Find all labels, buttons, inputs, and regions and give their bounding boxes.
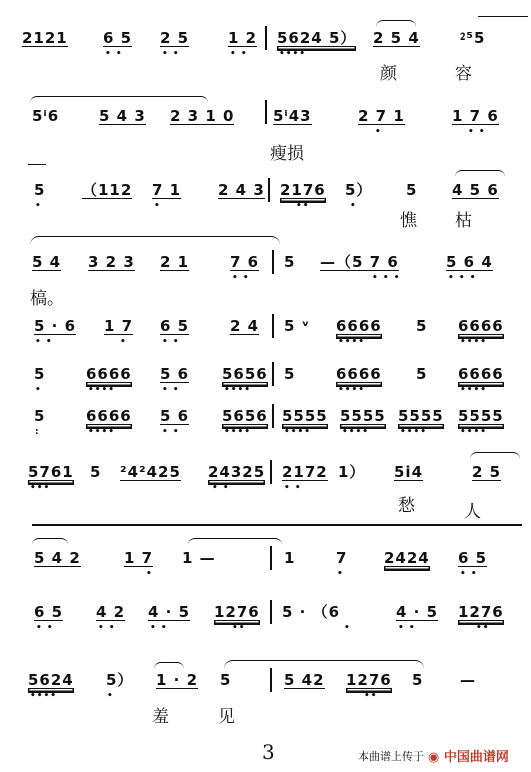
low-octave-dot: •	[146, 569, 153, 579]
note-group: 5）	[106, 671, 134, 689]
note-group: 2 4 3	[218, 181, 265, 199]
note-group: 5 6 4	[446, 253, 493, 271]
barline	[268, 178, 270, 202]
slur	[32, 538, 68, 545]
note-group: 5 4 3	[99, 107, 146, 125]
barline	[272, 314, 274, 338]
low-octave-dot: •	[35, 385, 42, 395]
note-group: 5	[412, 671, 424, 689]
low-octave-dots: • •	[162, 337, 180, 347]
low-octave-dots: ••••	[279, 49, 307, 59]
note-group: 5761	[28, 463, 74, 481]
note-group: 2 5	[160, 29, 190, 47]
low-octave-dots: • • •	[372, 273, 401, 283]
slur	[376, 20, 416, 27]
note-group: 5555	[398, 407, 444, 425]
low-octave-dots: • •	[150, 623, 168, 633]
note-group: ²4²425	[120, 463, 181, 481]
lyric: 颜	[380, 64, 397, 84]
low-octave-dots: • •	[230, 49, 248, 59]
tie	[478, 16, 528, 17]
note-group: —	[460, 671, 476, 689]
low-octave-dot: •	[154, 201, 161, 211]
note-group: 1 7 6	[452, 107, 499, 125]
note-group: 5	[416, 365, 428, 383]
note-group: 5	[220, 671, 232, 689]
low-octave-dots: • •	[232, 273, 250, 283]
low-octave-dots: ••••	[224, 385, 252, 395]
site-logo	[428, 746, 509, 765]
low-octave-dots: ••••	[460, 385, 488, 395]
slur	[470, 452, 520, 459]
barline	[270, 546, 272, 570]
tie	[28, 164, 46, 165]
note-group: 5	[406, 181, 418, 199]
note-group: 5555	[340, 407, 386, 425]
low-octave-dots: ••••	[224, 427, 252, 437]
lyric: 憔	[400, 211, 417, 231]
lyric: 见	[218, 707, 235, 727]
slur	[154, 662, 184, 669]
low-octave-dot: •	[120, 337, 127, 347]
lyric: 枯	[455, 211, 472, 231]
lyric: 瘦损	[270, 144, 304, 164]
low-octave-dots: • •	[162, 385, 180, 395]
low-octave-dots: • •	[460, 569, 478, 579]
note-group: 5 6	[160, 407, 190, 425]
low-octave-dots: ••••	[400, 427, 428, 437]
note-group: 5656	[222, 407, 268, 425]
barline	[270, 668, 272, 692]
barline	[270, 600, 272, 624]
note-group: 5624 5）	[277, 29, 357, 47]
note-group: 5656	[222, 365, 268, 383]
note-group: 2 5 4	[373, 29, 420, 47]
note-group: —（5 7 6	[320, 253, 399, 271]
lyric: 羞	[152, 707, 169, 727]
barline	[270, 460, 272, 484]
low-octave-dots: ••••	[342, 427, 370, 437]
note-group: 5	[34, 365, 46, 383]
low-octave-dot: •	[35, 201, 42, 211]
barline	[272, 250, 274, 274]
note-group: 5 · 6	[34, 317, 77, 335]
note-group: 5）	[345, 181, 373, 199]
low-octave-dots: ••	[232, 623, 246, 633]
note-group: 5 4	[32, 253, 62, 271]
note-group: 5i4	[394, 463, 424, 481]
low-octave-dot: •	[350, 201, 357, 211]
note-group: 1276	[458, 603, 504, 621]
note-group: 2 3 1 0	[170, 107, 235, 125]
low-octave-dots: ••••	[460, 427, 488, 437]
note-group: 1276	[346, 671, 392, 689]
barline	[272, 404, 274, 428]
note-group: 6 5	[34, 603, 64, 621]
low-octave-dots: ••••	[30, 691, 58, 701]
low-octave-dot: •	[107, 691, 114, 701]
low-octave-dots: • •	[162, 49, 180, 59]
lyric: 容	[455, 64, 472, 84]
low-octave-dot: •	[375, 127, 382, 137]
note-group: 6666	[86, 407, 132, 425]
note-group: 1 · 2	[156, 671, 199, 689]
low-octave-dots: • •	[212, 483, 230, 493]
note-group: 1276	[214, 603, 260, 621]
note-group: 5555	[458, 407, 504, 425]
barline	[265, 26, 267, 50]
low-octave-dots: ••••	[460, 337, 488, 347]
low-octave-dots: ••	[476, 623, 490, 633]
page-number: 3	[262, 740, 275, 764]
note-group: （112	[82, 181, 133, 199]
site-name: 中国曲谱网	[443, 750, 509, 765]
lyric: 人	[464, 502, 481, 522]
note-group: 1 —	[182, 549, 216, 567]
note-group: 2172	[282, 463, 328, 481]
note-group: 4 5 6	[452, 181, 499, 199]
low-octave-dots: ••••	[338, 337, 366, 347]
slur	[188, 538, 282, 545]
low-octave-dots: • • •	[448, 273, 477, 283]
note-group: 5624	[28, 671, 74, 689]
note-group: 6 5	[160, 317, 190, 335]
note-group: 5	[284, 365, 296, 383]
note-group: 5555	[282, 407, 328, 425]
note-group: 4 · 5	[148, 603, 191, 621]
note-group: 6666	[86, 365, 132, 383]
note-group: 5 42	[284, 671, 325, 689]
note-group: 5 6	[160, 365, 190, 383]
low-octave-dots: • •	[36, 623, 54, 633]
low-octave-dots: • •	[284, 483, 302, 493]
slur	[455, 170, 505, 177]
note-group: 6666	[336, 365, 382, 383]
note-group: 2 7 1	[358, 107, 405, 125]
note-group: 2 4	[230, 317, 260, 335]
note-group: 5ⁱ43	[273, 107, 312, 125]
lyric: 愁	[398, 496, 415, 516]
lyric: 槁。	[30, 289, 64, 309]
note-group: 7	[336, 549, 348, 567]
note-group: 2 5	[472, 463, 502, 481]
note-group: 4 2	[96, 603, 126, 621]
low-octave-dot: •	[337, 569, 344, 579]
note-group: 5 4 2	[34, 549, 81, 567]
note-group: 2424	[384, 549, 430, 567]
slur	[30, 96, 208, 103]
note-group: 5	[416, 317, 428, 335]
note-group: 4 · 5	[396, 603, 439, 621]
low-octave-dots: • •	[35, 337, 53, 347]
upload-note: 本曲谱上传于	[358, 750, 424, 763]
note-group: 24325	[208, 463, 266, 481]
note-group: 2121	[22, 29, 68, 47]
note-group: 7 6	[230, 253, 260, 271]
low-octave-dots: • •	[105, 49, 123, 59]
note-group: 2 1	[160, 253, 190, 271]
note-group: 6 5	[103, 29, 133, 47]
note-group: 7 1	[152, 181, 182, 199]
slur	[224, 660, 424, 669]
low-octave-dots: •	[344, 623, 351, 633]
note-group: 5 ᵛ	[284, 317, 311, 335]
note-group: ⁲⁵5	[460, 29, 486, 47]
note-group: 5ⁱ6	[32, 107, 60, 125]
note-group: 1 2	[228, 29, 258, 47]
note-group: 1）	[338, 463, 366, 481]
note-group: 5	[34, 407, 46, 425]
barline	[265, 100, 267, 124]
slur	[30, 236, 280, 245]
note-group: 1	[284, 549, 296, 567]
low-octave-dots: ••••	[88, 385, 116, 395]
low-octave-dots: ••••	[88, 427, 116, 437]
ruled-line	[32, 524, 522, 526]
site-logo-icon: ◉	[428, 750, 440, 765]
note-group: 5	[284, 253, 296, 271]
note-group: 5	[90, 463, 102, 481]
low-octave-dots: • •	[398, 623, 416, 633]
barline	[272, 362, 274, 386]
note-group: 6666	[336, 317, 382, 335]
note-group: 6666	[458, 317, 504, 335]
low-octave-dots: ••	[364, 691, 378, 701]
low-octave-dots: ••••	[338, 385, 366, 395]
note-group: 6 5	[458, 549, 488, 567]
note-group: 3 2 3	[88, 253, 135, 271]
note-group: 1 7	[124, 549, 154, 567]
note-group: 5 · （6	[282, 603, 341, 621]
low-octave-dot: :	[35, 427, 40, 437]
note-group: 1 7	[104, 317, 134, 335]
note-group: 6666	[458, 365, 504, 383]
low-octave-dots: • •	[162, 427, 180, 437]
low-octave-dots: ••	[296, 201, 310, 211]
low-octave-dots: • •	[468, 127, 486, 137]
low-octave-dots: • •	[98, 623, 116, 633]
note-group: 5	[34, 181, 46, 199]
note-group: 2176	[280, 181, 326, 199]
low-octave-dots: ••••	[284, 427, 312, 437]
low-octave-dots: •••	[30, 483, 51, 493]
